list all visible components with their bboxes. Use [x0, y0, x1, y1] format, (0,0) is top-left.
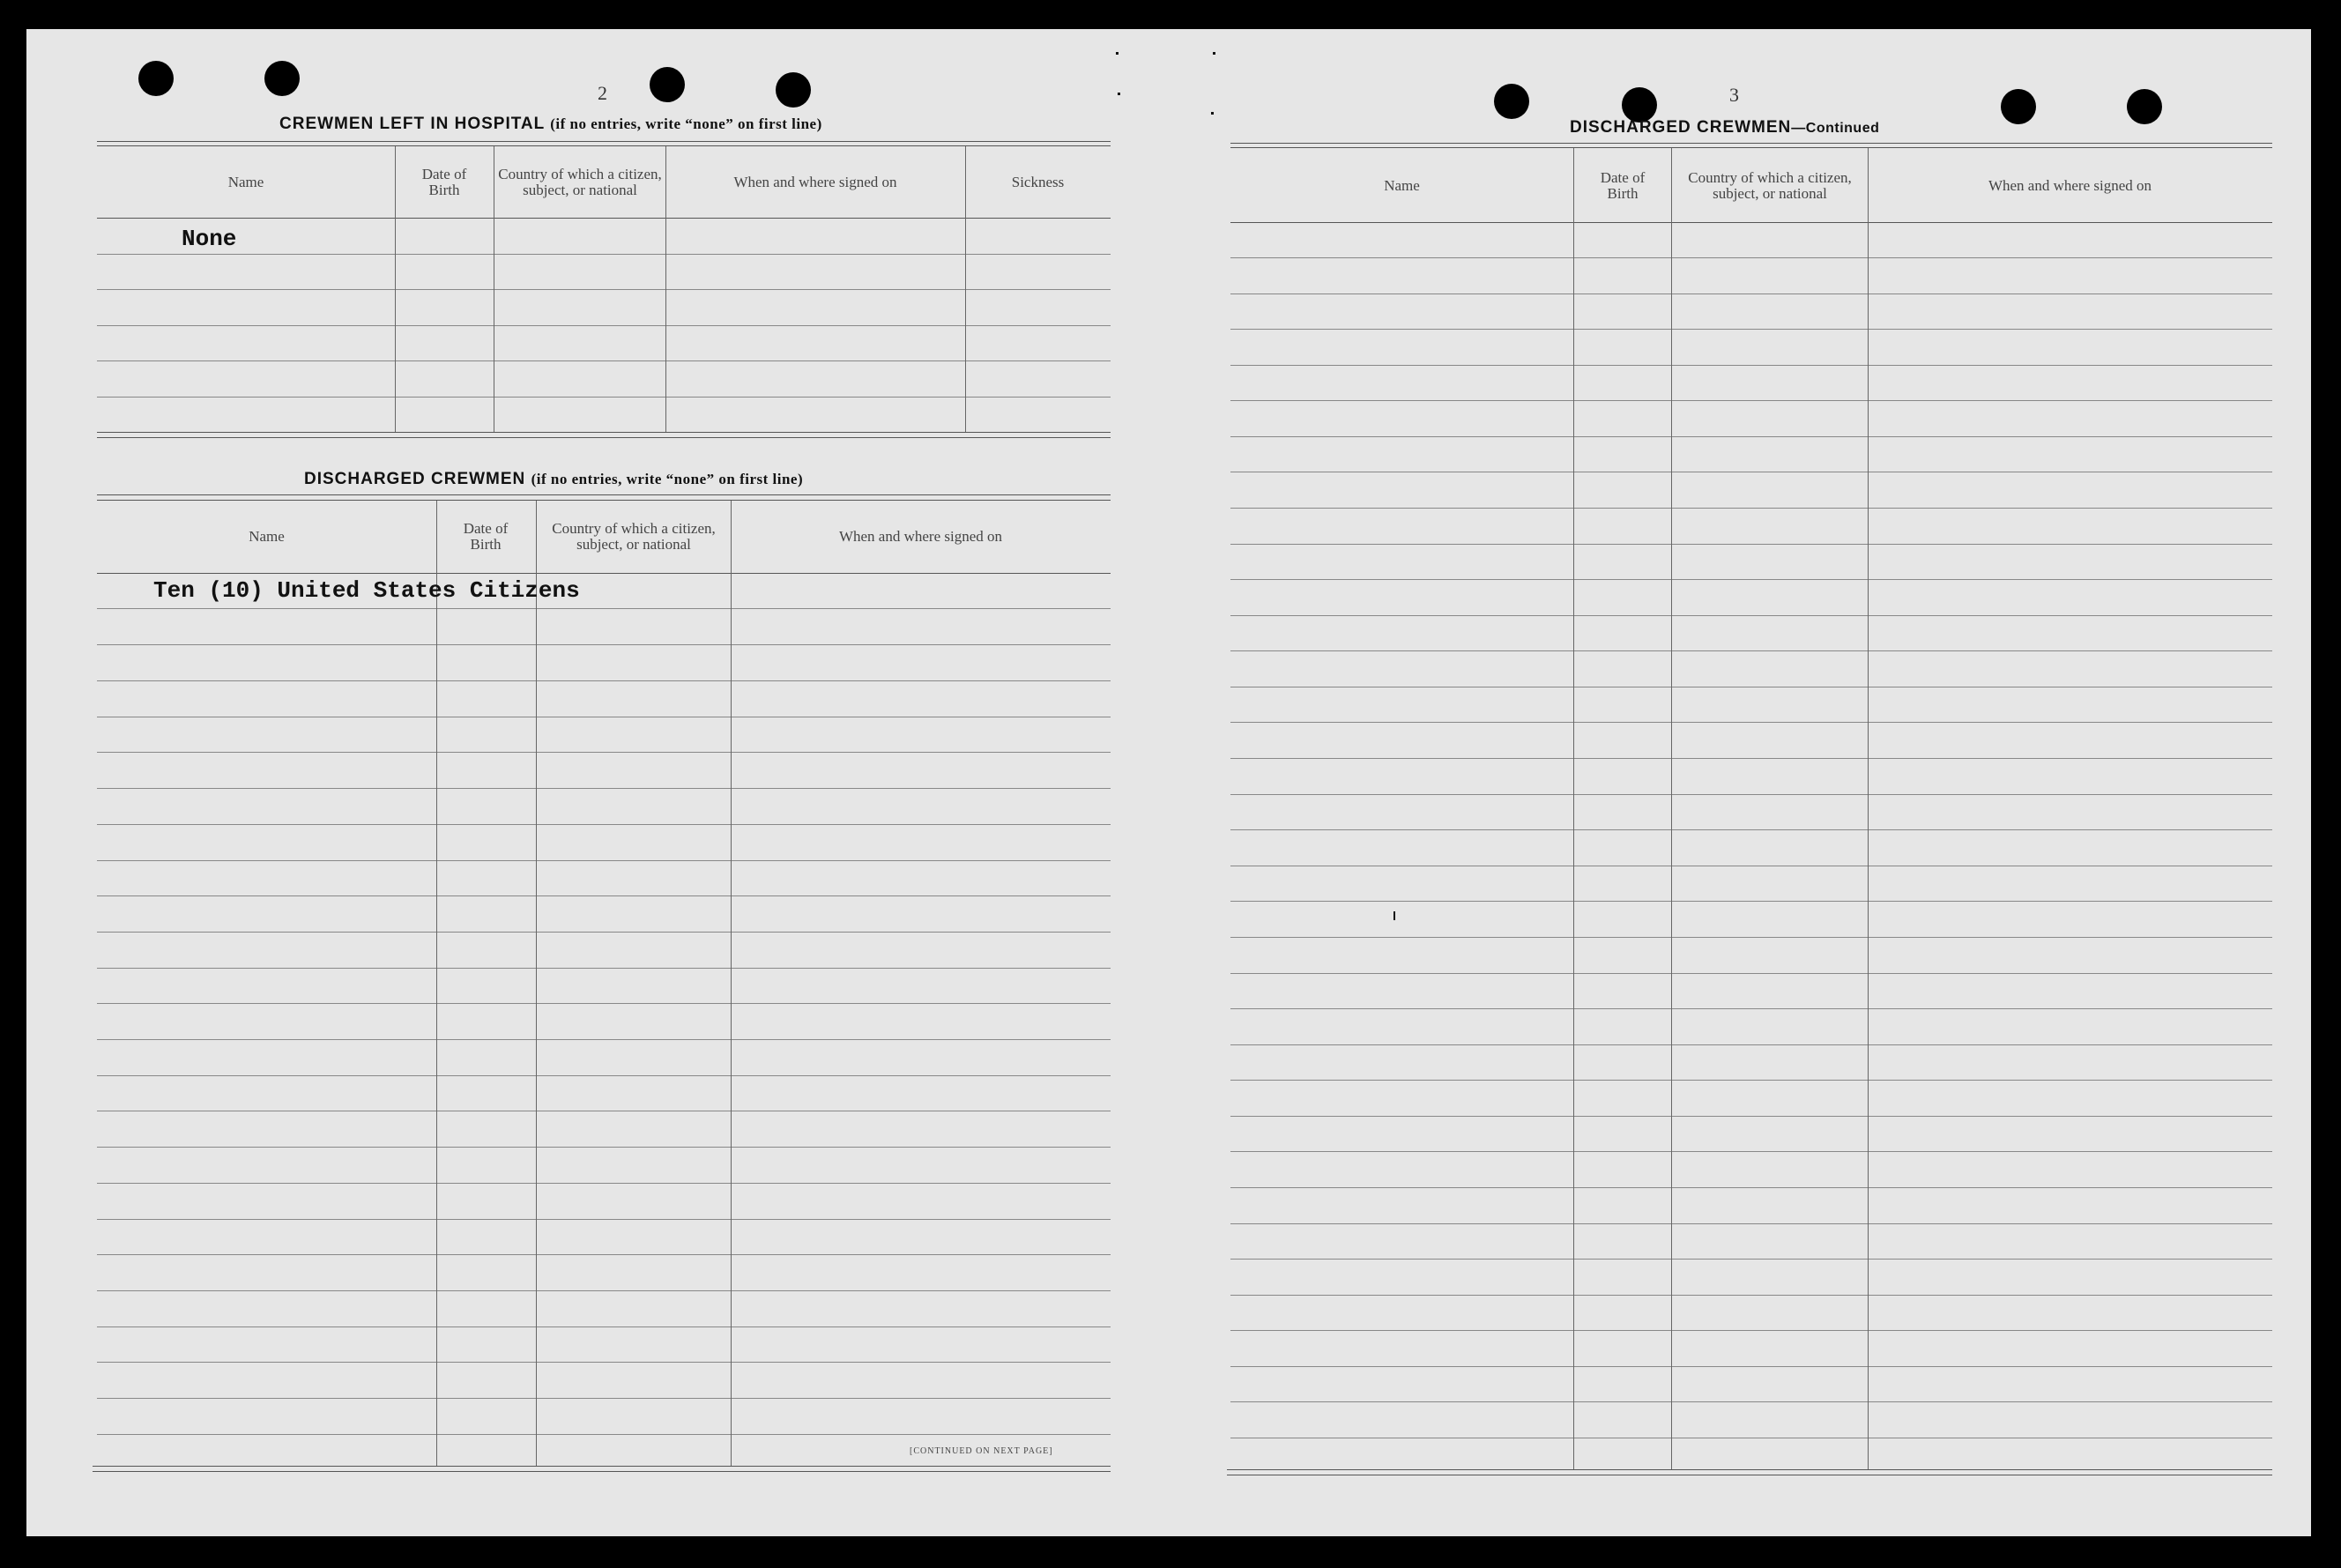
continued-col-signed-on: When and where signed on — [1988, 177, 2152, 194]
punch-hole — [650, 67, 685, 102]
hospital-col-country: Country of which a citizen, subject, or national — [498, 166, 662, 198]
discharged-section-title — [304, 470, 803, 489]
punch-hole — [776, 72, 811, 108]
pencil-mark — [1393, 911, 1395, 920]
gutter-mark — [1118, 93, 1120, 95]
hospital-section-title — [279, 115, 822, 134]
gutter-mark — [1213, 52, 1215, 55]
continued-col-dob: Date of Birth — [1600, 169, 1646, 202]
discharged-instruction: (if no entries, write “none” on first line) — [531, 471, 804, 487]
discharged-col-dob: Date of Birth — [463, 520, 509, 553]
hospital-col-name: Name — [227, 174, 264, 190]
hospital-col-dob: Date of Birth — [421, 166, 467, 198]
discharged-title-text: DISCHARGED CREWMEN — [304, 470, 526, 488]
continued-col-name: Name — [1384, 177, 1420, 194]
punch-hole — [2001, 89, 2036, 124]
page-number-left: 2 — [598, 82, 607, 104]
discharged-continued-title — [1570, 118, 1879, 137]
continued-title-text: DISCHARGED CREWMEN — [1570, 118, 1792, 137]
continued-col-country: Country of which a citizen, subject, or national — [1688, 169, 1852, 202]
punch-hole — [1622, 87, 1657, 123]
hospital-title-text: CREWMEN LEFT IN HOSPITAL — [279, 115, 545, 133]
hospital-col-signed-on: When and where signed on — [733, 174, 897, 190]
punch-hole — [264, 61, 300, 96]
continued-note: [CONTINUED ON NEXT PAGE] — [910, 1446, 1053, 1456]
page-number-right: 3 — [1729, 84, 1739, 106]
discharged-col-country: Country of which a citizen, subject, or national — [552, 520, 716, 553]
discharged-col-signed-on: When and where signed on — [838, 528, 1003, 545]
punch-hole — [2127, 89, 2162, 124]
gutter-mark — [1211, 112, 1214, 115]
gutter-mark — [1116, 52, 1118, 55]
punch-hole — [138, 61, 174, 96]
continued-suffix: —Continued — [1791, 121, 1880, 136]
form-sheet — [26, 29, 2311, 1536]
discharged-col-name: Name — [249, 528, 285, 545]
hospital-entry-none: None — [182, 226, 237, 252]
punch-hole — [1494, 84, 1529, 119]
hospital-instruction: (if no entries, write “none” on first line) — [550, 115, 822, 132]
hospital-col-sickness: Sickness — [1011, 174, 1065, 190]
discharged-entry-text: Ten (10) United States Citizens — [153, 577, 580, 604]
